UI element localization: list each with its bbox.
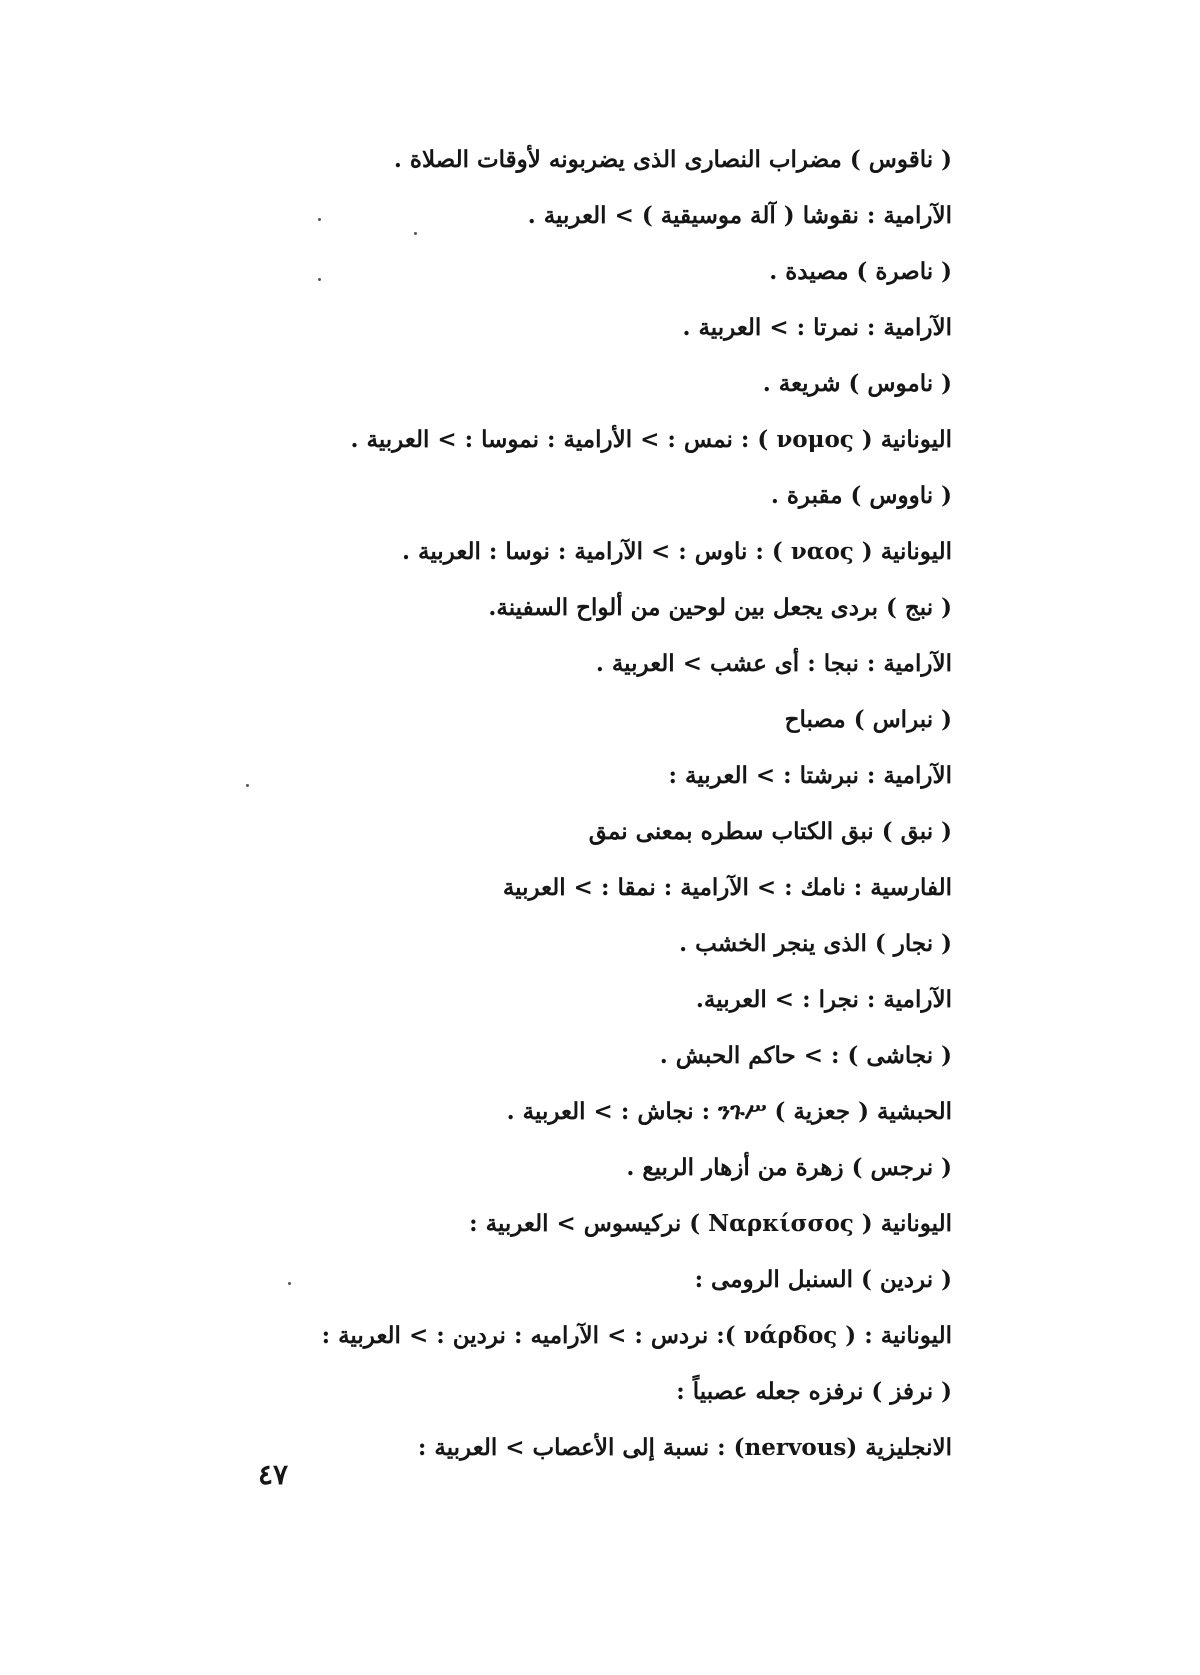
etymology-line: اليونانية ( Ναρκίσσος ) نركيسوس > العربية : <box>469 1210 952 1237</box>
etymology-line: اليونانية ( ναος ) : ناوس : > الآرامية : نوسا : العربية . <box>401 538 952 565</box>
dictionary-entries <box>192 132 952 1476</box>
etymology-line: اليونانية ( νομος ) : نمس : > الأرامية : نموسا : > العربية . <box>350 426 952 453</box>
scan-speck <box>318 218 321 221</box>
scan-speck <box>246 784 249 787</box>
entry-line: ( نرفز ) نرفزه جعله عصبياً : <box>676 1378 952 1405</box>
entry-line: ( نبج ) بردى يجعل بين لوحين من ألواح السفينة. <box>488 594 952 621</box>
entry-line: ( ناموس ) شريعة . <box>762 370 952 397</box>
etymology-line: الآرامية : نجرا : > العربية. <box>695 986 952 1013</box>
entry-line: ( نجار ) الذى ينجر الخشب . <box>679 930 952 957</box>
etymology-line: الآرامية : نبجا : أى عشب > العربية . <box>595 650 952 677</box>
etymology-line: اليونانية : ( νάρδος ): نردس : > الآراميه : نردين : > العربية : <box>321 1322 952 1349</box>
etymology-line: الفارسية : نامك : > الآرامية : نمقا : > العربية <box>502 874 952 901</box>
scan-speck <box>318 278 321 281</box>
entry-line: ( ناصرة ) مصيدة . <box>769 258 952 285</box>
scan-speck <box>288 1282 291 1285</box>
etymology-line: الآرامية : نبرشتا : > العربية : <box>668 762 952 789</box>
page-number: ٤٧ <box>258 1458 289 1491</box>
entry-line: ( ناووس ) مقبرة . <box>770 482 952 509</box>
entry-line: ( نبق ) نبق الكتاب سطره بمعنى نمق <box>588 818 952 845</box>
entry-line: ( نجاشى ) : > حاكم الحبش . <box>659 1042 952 1069</box>
entry-line: ( ناقوس ) مضراب النصارى الذى يضربونه لأوقات الصلاة . <box>393 146 952 173</box>
entry-line: ( نبراس ) مصباح <box>784 706 952 733</box>
etymology-line: الانجليزية (nervous) : نسبة إلى الأعصاب > العربية : <box>417 1434 952 1461</box>
entry-line: ( نرجس ) زهرة من أزهار الربيع . <box>626 1154 952 1181</box>
entry-line: ( نردين ) السنبل الرومى : <box>694 1266 952 1293</box>
etymology-line: الآرامية : نقوشا ( آلة موسيقية ) > العربية . <box>527 202 952 229</box>
etymology-line: الحبشية ( جعزية ) ንጉሥ : نجاش : > العربية . <box>506 1098 952 1125</box>
scan-speck <box>414 232 417 235</box>
etymology-line: الآرامية : نمرتا : > العربية . <box>682 314 952 341</box>
